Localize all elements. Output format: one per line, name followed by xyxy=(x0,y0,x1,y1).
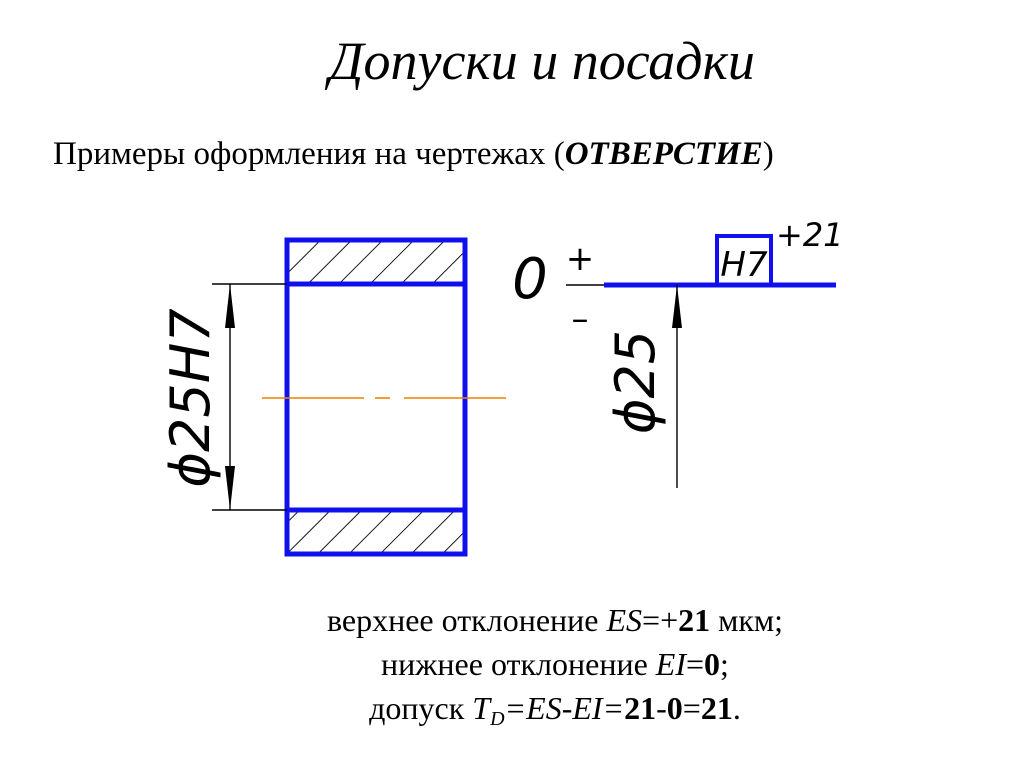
slide-title: Допуски и посадки xyxy=(329,31,755,91)
nominal-dimension-label: ϕ25 xyxy=(604,329,667,435)
arrow-down xyxy=(225,466,235,510)
upper-deviation-label: +21 xyxy=(776,216,844,254)
part-outline xyxy=(287,240,465,554)
hatch-top xyxy=(287,240,465,284)
left-dimension xyxy=(212,284,287,510)
plus-sign: + xyxy=(565,239,595,279)
tolerance-line: допуск $T_D=ES-EI=21-0=21$. xyxy=(369,690,741,730)
part-section xyxy=(287,240,465,554)
tolerance-field-label: H7 xyxy=(720,245,768,285)
upper-deviation-line: верхнее отклонение ES=+21 мкм; xyxy=(326,602,784,638)
subtitle-emphasis: ОТВЕРСТИЕ xyxy=(564,136,763,172)
arrow-up xyxy=(225,284,235,328)
subtitle-text: Примеры оформления на чертежах ( xyxy=(53,136,565,172)
zero-line-label: 0 xyxy=(512,247,548,312)
left-dimension-label: ϕ25H7 xyxy=(159,308,222,488)
minus-sign: – xyxy=(571,299,589,339)
subtitle-close: ) xyxy=(762,136,774,172)
deviation-formulas xyxy=(250,598,860,730)
lower-deviation-line: нижнее отклонение EI=0; xyxy=(381,646,729,682)
nominal-dimension-leader xyxy=(672,285,682,488)
hatch-bottom xyxy=(287,510,465,554)
